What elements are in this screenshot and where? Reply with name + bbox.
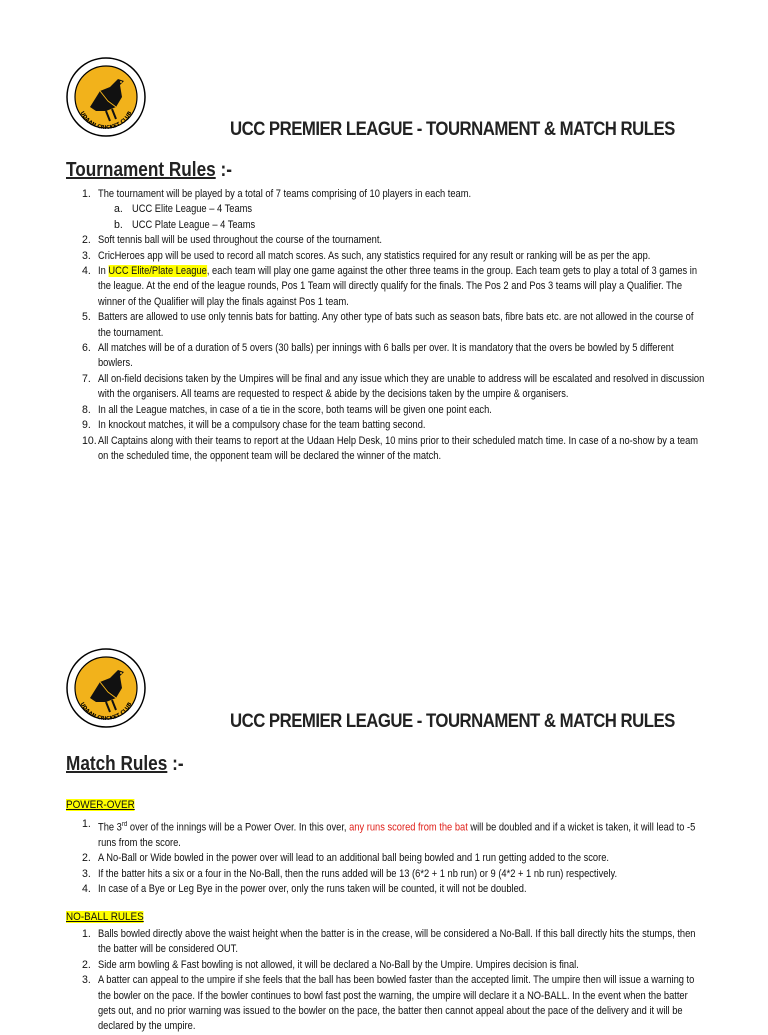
list-item: 10. All Captains along with their teams to report at the Udaan Help Desk, 10 mins prior to their scheduled match time. In case of a no-show by a team on the scheduled time, the opponent team will be declared the winner of the match. — [82, 434, 699, 462]
list-item: 6. All matches will be of a duration of 5 overs (30 balls) per innings with 6 balls per over. It is mandatory that the overs be bowled by 5 different bowlers. — [82, 342, 674, 370]
list-item: 9. In knockout matches, it will be a compulsory chase for the team batting second. — [82, 419, 426, 432]
list-item: a. UCC Elite League – 4 Teams — [114, 203, 253, 216]
list-item: 1. Balls bowled directly above the waist height when the batter is in the crease, will be considered a No-Ball. If this ball directly hits the stumps, then the batter will be considered OUT. — [82, 928, 696, 956]
list-item: 7. All on-field decisions taken by the Umpires will be final and any issue which they are unable to address will be escalated and resolved in discussion with the organisers. All teams are requested to respect & abide by the decisions taken by the umpire & organisers. — [82, 372, 705, 401]
match-rules-heading: Match Rules :- — [66, 753, 184, 775]
document-page-2 — [0, 600, 768, 1033]
list-item: 3. If the batter hits a six or a four in the No-Ball, then the runs added will be 13 (6*2 + 1 nb run) or 9 (4*2 + 1 nb run) respectively. — [82, 867, 618, 880]
no-ball-rules-list — [82, 927, 762, 1035]
logo-ring-text: UDAAN CRICKET CLUB — [78, 110, 134, 132]
document-title: UCC PREMIER LEAGUE - TOURNAMENT & MATCH RULES — [230, 118, 675, 140]
logo-ring-text: UDAAN CRICKET CLUB — [78, 701, 134, 723]
list-item: 3. A batter can appeal to the umpire if she feels that the ball has been bowled faster than the accepted limit. The umpire then will issue a warning to the bowler on the pace. If the bowler continues to bowl fast post the warning, the umpire will declare it a NO-BALL. In the event when the batter gets out, and no prior warning was issued to the bowler on the pace, the batter then cannot appeal about the pace of the delivery and it will be declared by the umpire. — [82, 974, 695, 1033]
list-item: 8. In all the League matches, in case of a tie in the score, both teams will be given one point each. — [82, 403, 492, 416]
league-sub-list — [114, 202, 762, 233]
list-item: 4. In UCC Elite/Plate League, each team will play one game against the other three teams in the group. Each team gets to play a total of 3 games in the league. At the end of the league rounds, Pos 1 Team will directly qualify for the finals. The Pos 2 and Pos 3 teams will play a Qualifier. The winner of the Qualifier will play the finals against Pos 1 team. — [82, 265, 698, 308]
red-emphasis-text: any runs scored from the bat — [349, 821, 468, 834]
list-item: 4. In case of a Bye or Leg Bye in the power over, only the runs taken will be counted, it will not be doubled. — [82, 883, 527, 896]
tournament-rules-heading: Tournament Rules :- — [66, 159, 232, 181]
highlighted-league-name: UCC Elite/Plate League — [108, 265, 207, 278]
list-item: 2. Side arm bowling & Fast bowling is not allowed, it will be declared a No-Ball by the Umpire. Umpires decision is final. — [82, 958, 579, 971]
tournament-rules-list — [82, 187, 762, 464]
power-over-heading: POWER-OVER — [66, 799, 135, 811]
list-item: b. UCC Plate League – 4 Teams — [114, 218, 256, 231]
power-over-rules-list — [82, 817, 762, 898]
list-item: 1. The tournament will be played by a total of 7 teams comprising of 10 players in each team. a. UCC Elite League – 4 Teams b. UCC Plate League – 4 Teams — [82, 187, 762, 233]
list-item: 5. Batters are allowed to use only tennis bats for batting. Any other type of bats such as season bats, fibre bats etc. are not allowed in the course of the tournament. — [82, 311, 694, 339]
udaan-cricket-club-logo — [66, 57, 146, 137]
list-item: 1. The 3rd over of the innings will be a Power Over. In this over, any runs scored from the bat will be doubled and if a wicket is taken, it will lead to -5 runs from the score. — [82, 818, 696, 849]
list-item: 2. A No-Ball or Wide bowled in the power over will lead to an additional ball being bowled and 1 run getting added to the score. — [82, 852, 609, 865]
list-item: 3. CricHeroes app will be used to record all match scores. As such, any statistics required for any result or ranking will be as per the app. — [82, 249, 651, 262]
udaan-cricket-club-logo — [66, 648, 146, 728]
no-ball-rules-heading: NO-BALL RULES — [66, 911, 144, 923]
list-item: 2. Soft tennis ball will be used throughout the course of the tournament. — [82, 234, 383, 247]
document-title: UCC PREMIER LEAGUE - TOURNAMENT & MATCH RULES — [230, 710, 675, 732]
